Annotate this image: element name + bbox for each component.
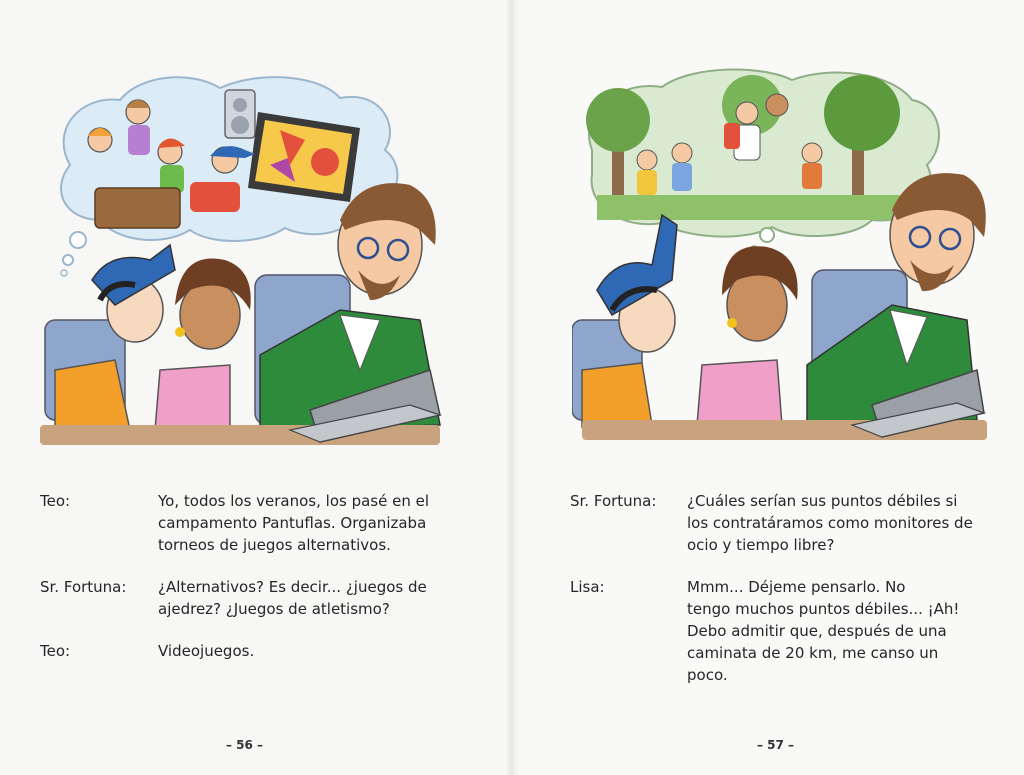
text-line: tengo muchos puntos débiles... ¡Ah! [687, 600, 960, 618]
illustration-lisa-hiking-daydream [572, 65, 992, 455]
text-line: los contratáramos como monitores de [687, 514, 973, 532]
dialogue-entry [40, 576, 470, 620]
speaker-name: Sr. Fortuna: [570, 492, 657, 510]
dialogue-text [687, 490, 973, 556]
illustration-teo-videogame-daydream [40, 70, 455, 455]
page-number: – 57 – [757, 738, 795, 752]
right-page [512, 0, 1024, 775]
dialogue-text [158, 490, 429, 556]
dialogue-entry [40, 490, 470, 556]
speaker-name: Teo: [40, 492, 71, 510]
dialogue-entry [570, 576, 1000, 686]
speaker-name: Teo: [40, 642, 71, 660]
tv-screen [248, 112, 360, 202]
thought-bubble [586, 70, 939, 237]
book-gutter [505, 0, 521, 775]
text-line: campamento Pantuflas. Organizaba [158, 514, 427, 532]
text-line: torneos de juegos alternativos. [158, 536, 391, 554]
text-line: ocio y tiempo libre? [687, 536, 835, 554]
text-line: ¿Alternativos? Es decir... ¿juegos de [158, 578, 427, 596]
character-lisa [155, 258, 251, 430]
text-line: Videojuegos. [158, 642, 255, 660]
text-line: Yo, todos los veranos, los pasé en el [158, 492, 430, 510]
dialogue-text [687, 576, 959, 686]
text-line: caminata de 20 km, me canso un [687, 644, 939, 662]
text-line: poco. [687, 666, 728, 684]
speaker-name: Lisa: [570, 578, 605, 596]
text-line: ¿Cuáles serían sus puntos débiles si [687, 492, 958, 510]
text-line: ajedrez? ¿Juegos de atletismo? [158, 600, 390, 618]
page-number: – 56 – [226, 738, 264, 752]
dialogue-entry [40, 640, 470, 662]
character-lisa [697, 246, 798, 425]
dialogue-text [158, 640, 254, 662]
text-line: Debo admitir que, después de una [687, 622, 947, 640]
dialogue-text [158, 576, 427, 620]
dialogue-entry [570, 490, 1000, 556]
speaker-name: Sr. Fortuna: [40, 578, 127, 596]
text-line: Mmm... Déjeme pensarlo. No [687, 578, 906, 596]
